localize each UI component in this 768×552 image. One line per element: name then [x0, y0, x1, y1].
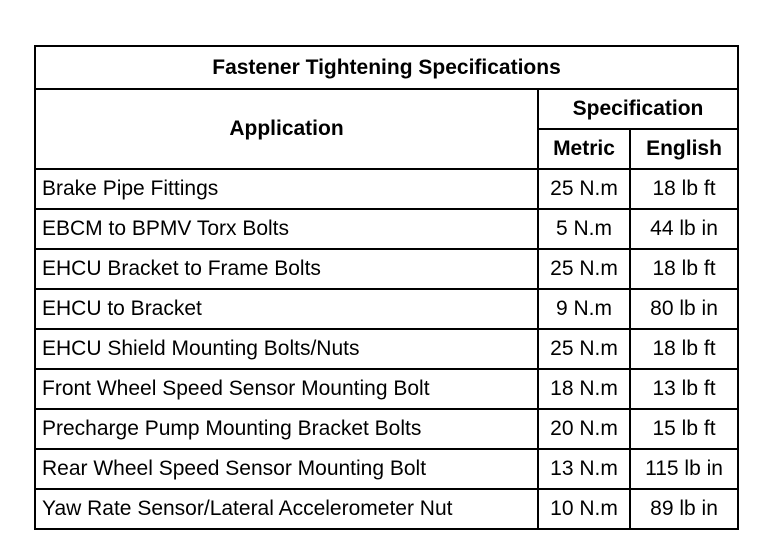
application-cell: EBCM to BPMV Torx Bolts — [35, 209, 538, 249]
english-value-cell: 44 lb in — [630, 209, 738, 249]
table-row — [35, 169, 738, 209]
english-value-cell: 13 lb ft — [630, 369, 738, 409]
table-row — [35, 289, 738, 329]
english-value-cell: 115 lb in — [630, 449, 738, 489]
metric-value-cell: 9 N.m — [538, 289, 630, 329]
english-value-cell: 18 lb ft — [630, 169, 738, 209]
english-value-cell: 15 lb ft — [630, 409, 738, 449]
application-cell: Yaw Rate Sensor/Lateral Accelerometer Nut — [35, 489, 538, 529]
metric-value-cell: 18 N.m — [538, 369, 630, 409]
english-header: English — [630, 129, 738, 169]
table-title: Fastener Tightening Specifications — [35, 46, 738, 89]
english-value-cell: 18 lb ft — [630, 329, 738, 369]
application-cell: Rear Wheel Speed Sensor Mounting Bolt — [35, 449, 538, 489]
application-cell: Front Wheel Speed Sensor Mounting Bolt — [35, 369, 538, 409]
table-row — [35, 449, 738, 489]
table-row — [35, 369, 738, 409]
table-row — [35, 209, 738, 249]
metric-value-cell: 13 N.m — [538, 449, 630, 489]
metric-value-cell: 10 N.m — [538, 489, 630, 529]
metric-value-cell: 25 N.m — [538, 329, 630, 369]
table-row — [35, 409, 738, 449]
english-value-cell: 89 lb in — [630, 489, 738, 529]
application-cell: EHCU Bracket to Frame Bolts — [35, 249, 538, 289]
english-value-cell: 18 lb ft — [630, 249, 738, 289]
metric-value-cell: 20 N.m — [538, 409, 630, 449]
specification-header: Specification — [538, 89, 738, 129]
table-row — [35, 249, 738, 289]
metric-header: Metric — [538, 129, 630, 169]
table-row — [35, 329, 738, 369]
application-header: Application — [35, 89, 538, 169]
application-cell: Brake Pipe Fittings — [35, 169, 538, 209]
application-cell: EHCU Shield Mounting Bolts/Nuts — [35, 329, 538, 369]
metric-value-cell: 25 N.m — [538, 249, 630, 289]
english-value-cell: 80 lb in — [630, 289, 738, 329]
fastener-spec-table — [34, 45, 739, 530]
metric-value-cell: 25 N.m — [538, 169, 630, 209]
application-cell: Precharge Pump Mounting Bracket Bolts — [35, 409, 538, 449]
application-cell: EHCU to Bracket — [35, 289, 538, 329]
table-row — [35, 489, 738, 529]
metric-value-cell: 5 N.m — [538, 209, 630, 249]
